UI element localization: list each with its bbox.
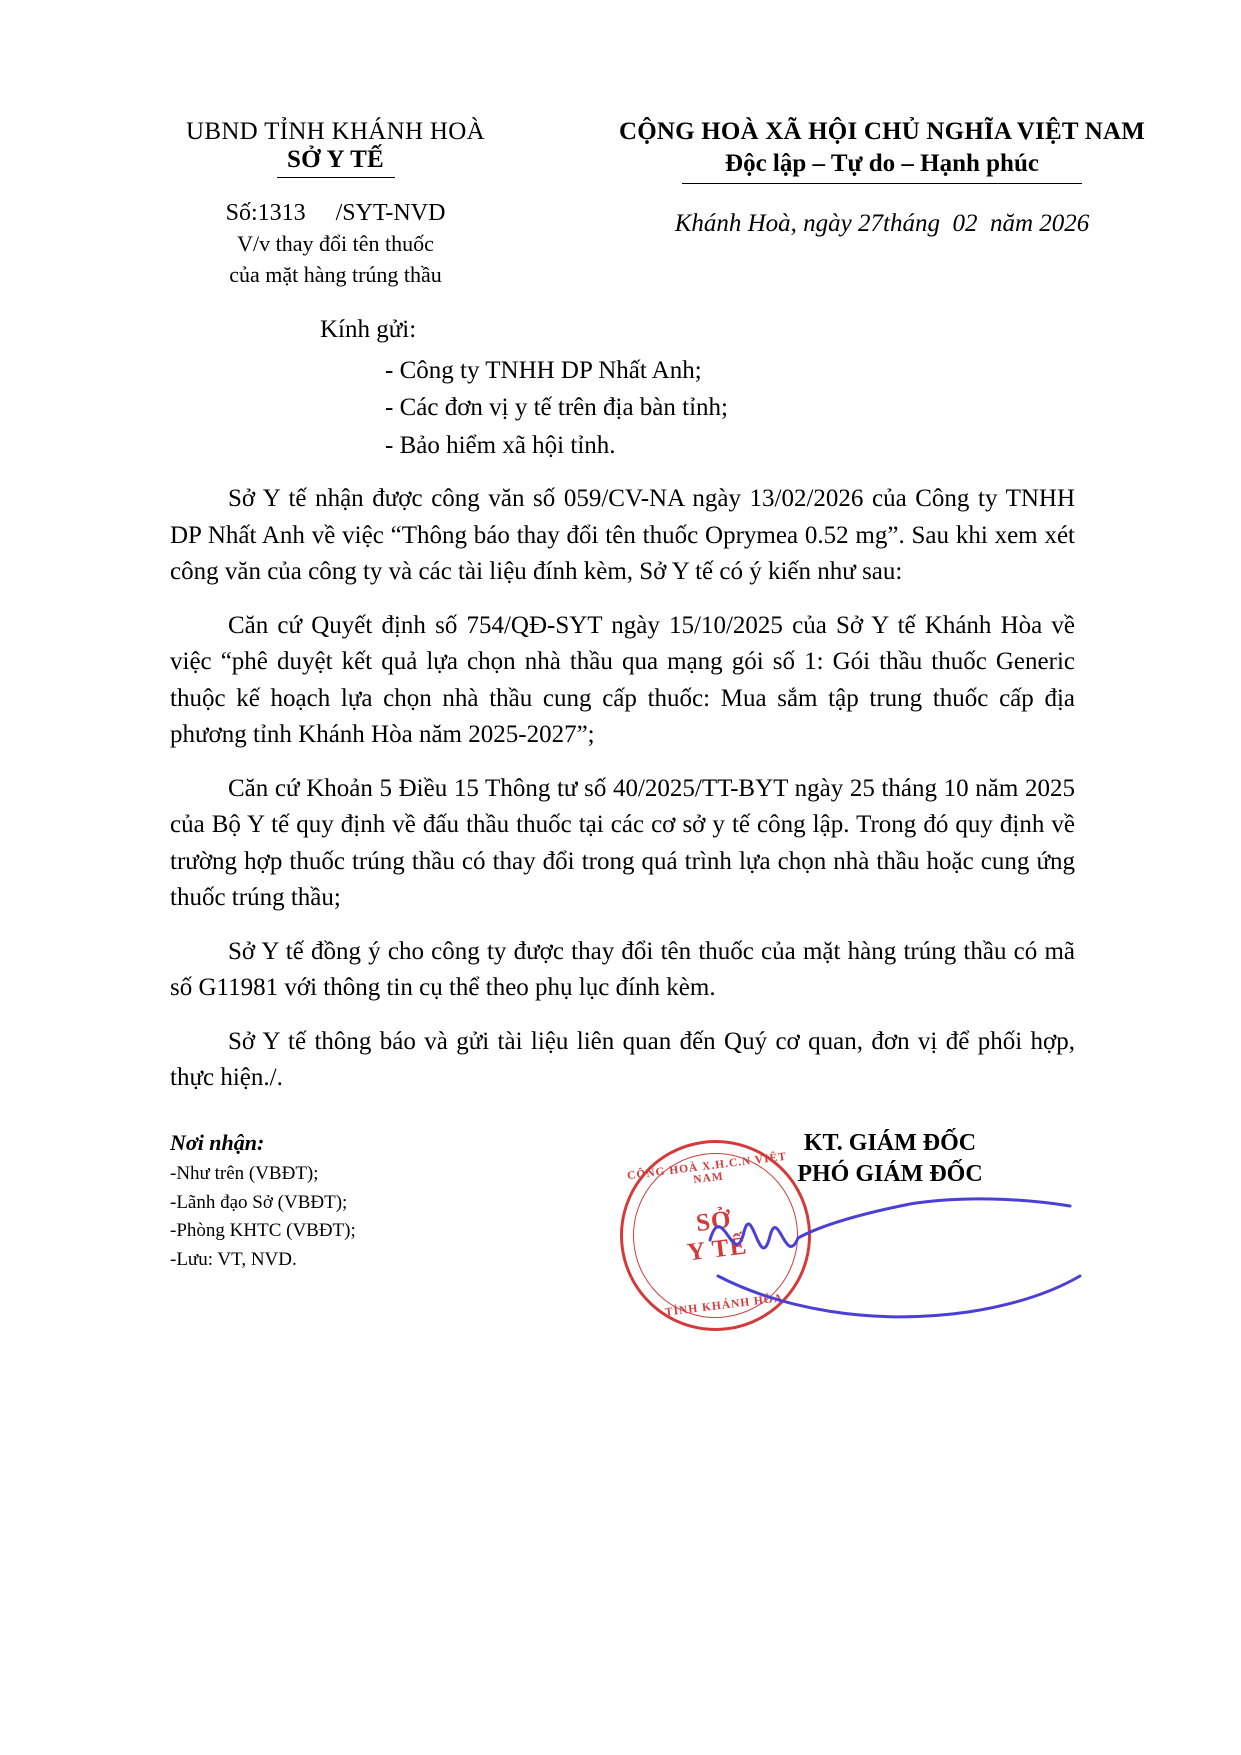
document-header xyxy=(0,118,1241,289)
organization-name: UBND TỈNH KHÁNH HOÀ xyxy=(186,118,485,145)
motto-underline xyxy=(682,183,1082,184)
body-paragraph: Sở Y tế đồng ý cho công ty được thay đổi tên thuốc của mặt hàng trúng thầu có mã số G11981 với thông tin cụ thể theo phụ lục đính kèm. xyxy=(170,937,1075,1001)
header-right-block xyxy=(563,118,1241,289)
noi-nhan-item: -Lưu: VT, NVD. xyxy=(170,1248,297,1270)
body-paragraph: Căn cứ Khoản 5 Điều 15 Thông tư số 40/2025/TT-BYT ngày 25 tháng 10 năm 2025 của Bộ Y tế quy định về đấu thầu thuốc tại các cơ sở y tế công lập. Trong đó quy định về trường hợp thuốc trúng thầu có thay đổi trong quá trình lựa chọn nhà thầu hoặc cung ứng thuốc trúng thầu; xyxy=(170,774,1075,911)
body-paragraph: Căn cứ Quyết định số 754/QĐ-SYT ngày 15/10/2025 của Sở Y tế Khánh Hòa về việc “phê duyệt kết quả lựa chọn nhà thầu qua mạng gói số 1: Gói thầu thuốc Generic thuộc kế hoạch lựa chọn nhà thầu cung cấp thuốc: Mua sắm tập trung thuốc cấp địa phương tỉnh Khánh Hòa năm 2025-2027”; xyxy=(170,611,1075,748)
department-name: SỞ Y TẾ xyxy=(286,146,385,173)
recipient-item: - Các đơn vị y tế trên địa bàn tỉnh; xyxy=(385,394,728,421)
seal-center-line-2: Y TẾ xyxy=(685,1231,749,1266)
document-number: Số:1313 /SYT-NVD xyxy=(225,200,446,226)
noi-nhan-item: -Như trên (VBĐT); xyxy=(170,1163,319,1184)
signature-title-line-1: KT. GIÁM ĐỐC xyxy=(803,1130,977,1156)
seal-center-line-1: SỞ xyxy=(694,1205,733,1237)
noi-nhan-title: Nơi nhận: xyxy=(170,1130,265,1155)
recipient-item: - Bảo hiểm xã hội tỉnh. xyxy=(385,431,616,459)
signature-title-line-2: PHÓ GIÁM ĐỐC xyxy=(797,1161,983,1188)
noi-nhan-item: -Phòng KHTC (VBĐT); xyxy=(170,1220,356,1241)
national-motto: Độc lập – Tự do – Hạnh phúc xyxy=(725,150,1039,177)
document-subject-line-2: của mặt hàng trúng thầu xyxy=(229,262,442,288)
national-title: CỘNG HOÀ XÃ HỘI CHỦ NGHĨA VIỆT NAM xyxy=(618,118,1146,145)
document-subject-line-1: V/v thay đổi tên thuốc xyxy=(237,231,434,256)
place-and-date: Khánh Hoà, ngày 27tháng 02 năm 2026 xyxy=(674,210,1090,237)
department-underline xyxy=(277,177,395,178)
noi-nhan-item: -Lãnh đạo Sở (VBĐT); xyxy=(170,1191,348,1213)
addressee-label: Kính gửi: xyxy=(320,316,417,343)
document-body xyxy=(170,312,1075,1097)
body-paragraph: Sở Y tế nhận được công văn số 059/CV-NA ngày 13/02/2026 của Công ty TNHH DP Nhất Anh về việc “Thông báo thay đổi tên thuốc Oprymea 0.52 mg”. Sau khi xem xét công văn của công ty và các tài liệu đính kèm, Sở Y tế có ý kiến như sau: xyxy=(170,485,1075,585)
seal-arc-top-text: CỘNG HOÀ X.H.C.N VIỆT NAM xyxy=(626,1150,788,1187)
recipient-item: - Công ty TNHH DP Nhất Anh; xyxy=(385,356,702,384)
seal-arc-bottom-text: TỈNH KHÁNH HÒA xyxy=(664,1292,784,1319)
header-left-block xyxy=(108,118,563,289)
body-paragraph: Sở Y tế thông báo và gửi tài liệu liên quan đến Quý cơ quan, đơn vị để phối hợp, thực hiện./. xyxy=(170,1027,1075,1091)
